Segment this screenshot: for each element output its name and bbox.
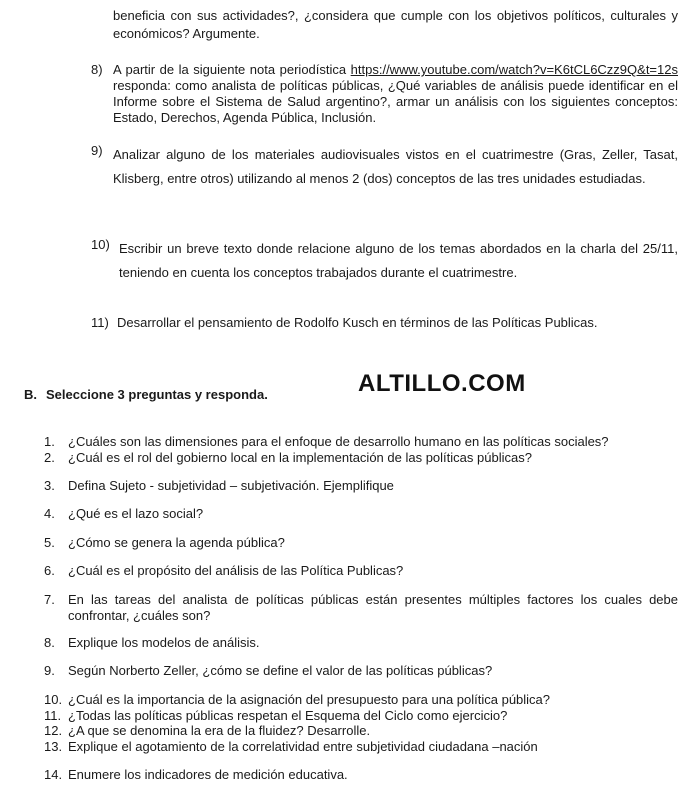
question-number: 2.: [44, 450, 55, 465]
item-10-number: 10): [91, 237, 110, 252]
question-text: ¿Cómo se genera la agenda pública?: [68, 535, 285, 550]
item-8-text: [113, 62, 678, 126]
item-11-number: 11): [91, 315, 109, 330]
item-8-number: 8): [91, 62, 103, 77]
item-10-text: Escribir un breve texto donde relacione alguno de los temas abordados en la charla del 25/11, teniendo en cuenta los conceptos trabajados durante el cuatrimestre.: [119, 241, 678, 280]
youtube-link[interactable]: https://www.youtube.com/watch?v=K6tCL6Czz9Q&t=12s: [350, 62, 678, 77]
altillo-watermark: ALTILLO.COM: [358, 370, 526, 397]
question-number: 10.: [44, 692, 63, 707]
question-text: Explique el agotamiento de la correlatividad entre subjetividad ciudadana –nación: [68, 739, 538, 754]
question-text: Según Norberto Zeller, ¿cómo se define el valor de las políticas públicas?: [68, 663, 493, 678]
question-text: En las tareas del analista de políticas públicas están presentes múltiples factores los cuales debe confrontar, ¿cuáles son?: [68, 592, 678, 623]
question-text: ¿Cuál es el rol del gobierno local en la implementación de las políticas públicas?: [68, 450, 532, 465]
question-number: 13.: [44, 739, 63, 754]
question-text: ¿Cuál es el propósito del análisis de las Política Publicas?: [68, 563, 404, 578]
question-number: 5.: [44, 535, 55, 550]
question-text: ¿Qué es el lazo social?: [68, 506, 204, 521]
question-text: Explique los modelos de análisis.: [68, 635, 260, 650]
question-number: 1.: [44, 434, 55, 449]
item-9-text: Analizar alguno de los materiales audiovisuales vistos en el cuatrimestre (Gras, Zeller, Tasat, Klisberg, entre otros) utilizando al menos 2 (dos) conceptos de las tres unidades estudiadas.: [113, 147, 678, 186]
question-number: 14.: [44, 767, 63, 782]
item-8-rest: responda: como analista de políticas públicas, ¿Qué variables de análisis puede identificar en el Informe sobre el Sistema de Salud argentino?, armar un análisis con los siguientes conceptos: Estado, Derechos, Agenda Pública, Inclusión.: [113, 78, 678, 125]
question-number: 3.: [44, 478, 55, 493]
question-text: ¿A que se denomina la era de la fluidez? Desarrolle.: [68, 723, 371, 738]
question-number: 6.: [44, 563, 55, 578]
section-b-title: Seleccione 3 preguntas y responda.: [46, 387, 268, 402]
question-text: Defina Sujeto - subjetividad – subjetivación. Ejemplifique: [68, 478, 394, 493]
question-text: ¿Cuál es la importancia de la asignación del presupuesto para una política pública?: [68, 692, 551, 707]
question-number: 8.: [44, 635, 55, 650]
question-number: 9.: [44, 663, 55, 678]
question-text: ¿Todas las políticas públicas respetan el Esquema del Ciclo como ejercicio?: [68, 708, 508, 723]
question-number: 11.: [44, 708, 62, 723]
question-text: Enumere los indicadores de medición educativa.: [68, 767, 348, 782]
question-number: 7.: [44, 592, 55, 607]
section-b-letter: B.: [24, 387, 37, 402]
item-11-text: Desarrollar el pensamiento de Rodolfo Kusch en términos de las Políticas Publicas.: [117, 315, 598, 330]
question-text: ¿Cuáles son las dimensiones para el enfoque de desarrollo humano en las políticas sociales?: [68, 434, 609, 449]
item-7-continuation: beneficia con sus actividades?, ¿considera que cumple con los objetivos políticos, culturales y económicos? Argumente.: [113, 8, 678, 41]
item-9-number: 9): [91, 143, 103, 158]
item-8-lead: A partir de la siguiente nota periodística: [113, 62, 351, 77]
question-number: 4.: [44, 506, 55, 521]
question-number: 12.: [44, 723, 63, 738]
